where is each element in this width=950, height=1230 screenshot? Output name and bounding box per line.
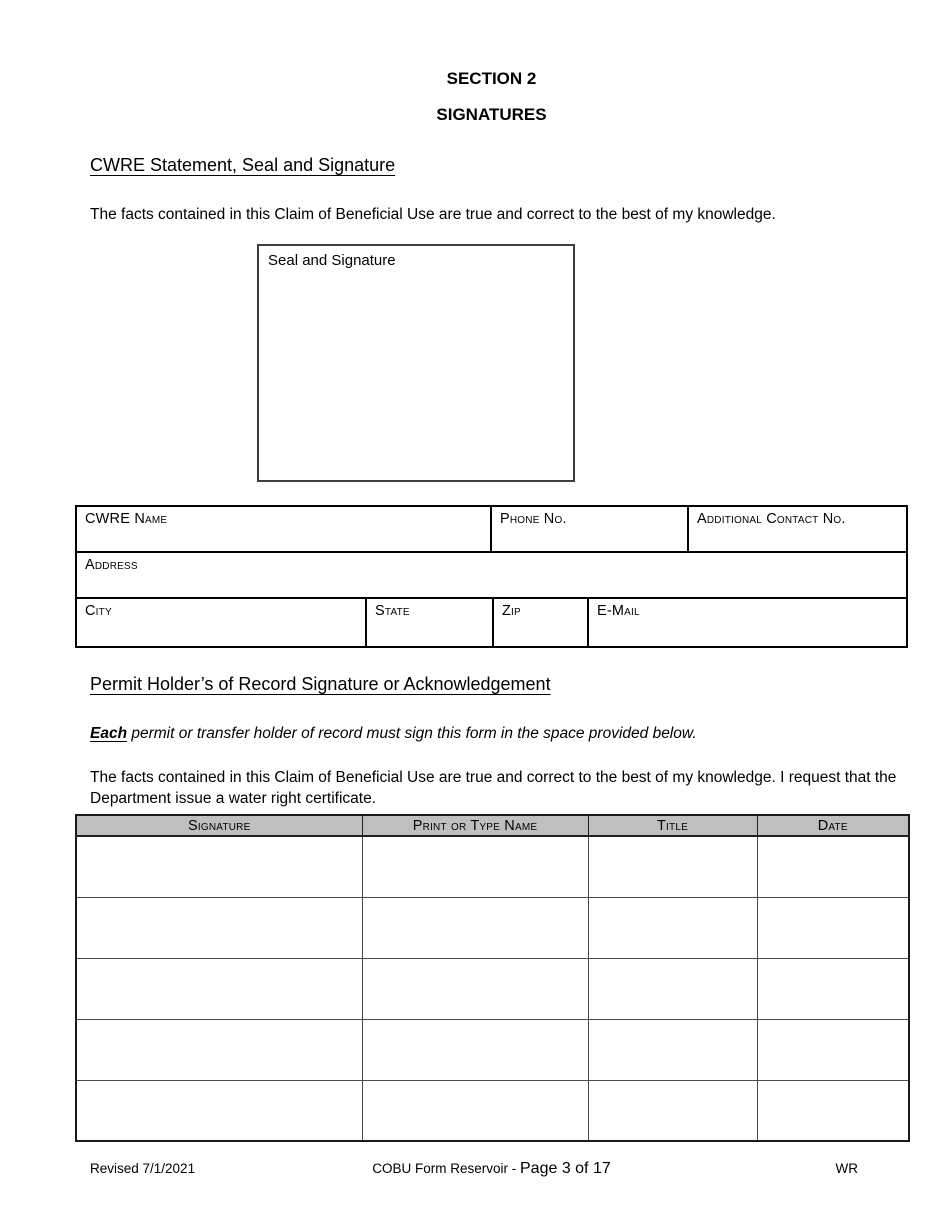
cwre-statement: The facts contained in this Claim of Beneficial Use are true and correct to the best of my knowledge.: [90, 206, 776, 223]
footer-form-name: COBU Form Reservoir -: [372, 1161, 520, 1176]
signature-cell[interactable]: [76, 897, 362, 958]
date-cell[interactable]: [757, 1019, 909, 1080]
additional-contact-label: Additional Contact No.: [697, 511, 846, 527]
zip-field[interactable]: [494, 599, 589, 646]
contact-table-row: [77, 599, 906, 646]
permit-instruction-emphasis: Each: [90, 725, 128, 742]
signature-cell[interactable]: [76, 1019, 362, 1080]
seal-and-signature-box[interactable]: [257, 244, 575, 482]
section-title: SECTION 2: [446, 69, 537, 88]
email-label: E-Mail: [597, 603, 640, 619]
signature-table-body: [76, 836, 909, 1141]
additional-contact-field[interactable]: [689, 507, 906, 551]
print-name-cell[interactable]: [362, 1080, 588, 1141]
date-column-header: Date: [757, 815, 909, 836]
title-cell[interactable]: [588, 897, 757, 958]
signature-table-row: [76, 1080, 909, 1141]
title-cell[interactable]: [588, 958, 757, 1019]
permit-statement: The facts contained in this Claim of Beneficial Use are true and correct to the best of my knowledge. I request that the Department issue a water right certificate.: [90, 769, 897, 807]
address-label: Address: [85, 557, 138, 573]
signature-cell[interactable]: [76, 1080, 362, 1141]
footer-revised-date: Revised 7/1/2021: [90, 1161, 196, 1176]
title-cell[interactable]: [588, 1019, 757, 1080]
date-cell[interactable]: [757, 836, 909, 897]
city-label: City: [85, 603, 112, 619]
footer-page-label: [372, 1160, 611, 1178]
signature-cell[interactable]: [76, 836, 362, 897]
cwre-section-heading: CWRE Statement, Seal and Signature: [90, 155, 396, 175]
phone-field[interactable]: [492, 507, 689, 551]
signature-column-header: Signature: [76, 815, 362, 836]
footer: [75, 1160, 908, 1178]
zip-label: Zip: [502, 603, 521, 619]
signature-table-row: [76, 958, 909, 1019]
email-field[interactable]: [589, 599, 906, 646]
footer-page-info: Page 3 of 17: [520, 1160, 611, 1177]
cwre-contact-table: [75, 505, 908, 648]
date-cell[interactable]: [757, 958, 909, 1019]
permit-instruction: [90, 723, 908, 744]
print-name-cell[interactable]: [362, 897, 588, 958]
signature-table-header-row: [76, 815, 909, 836]
cwre-name-field[interactable]: [77, 507, 492, 551]
print-name-cell[interactable]: [362, 836, 588, 897]
signature-cell[interactable]: [76, 958, 362, 1019]
signature-table-row: [76, 836, 909, 897]
city-field[interactable]: [77, 599, 367, 646]
seal-box-label: Seal and Signature: [268, 252, 396, 269]
signature-table: [75, 814, 910, 1142]
permit-instruction-text: permit or transfer holder of record must sign this form in the space provided below.: [127, 725, 697, 742]
print-name-cell[interactable]: [362, 958, 588, 1019]
phone-label: Phone No.: [500, 511, 567, 527]
date-cell[interactable]: [757, 897, 909, 958]
title-column-header: Title: [588, 815, 757, 836]
signature-table-row: [76, 897, 909, 958]
signature-table-row: [76, 1019, 909, 1080]
title-cell[interactable]: [588, 1080, 757, 1141]
state-label: State: [375, 603, 410, 619]
contact-table-row: [77, 507, 906, 553]
print-name-column-header: Print or Type Name: [362, 815, 588, 836]
date-cell[interactable]: [757, 1080, 909, 1141]
footer-code: WR: [835, 1161, 858, 1176]
permit-section-heading: Permit Holder’s of Record Signature or Acknowledgement: [90, 674, 551, 694]
address-field[interactable]: [77, 553, 906, 597]
cwre-name-label: CWRE Name: [85, 511, 168, 527]
state-field[interactable]: [367, 599, 494, 646]
section-subtitle: SIGNATURES: [436, 105, 547, 124]
contact-table-row: [77, 553, 906, 599]
print-name-cell[interactable]: [362, 1019, 588, 1080]
title-cell[interactable]: [588, 836, 757, 897]
